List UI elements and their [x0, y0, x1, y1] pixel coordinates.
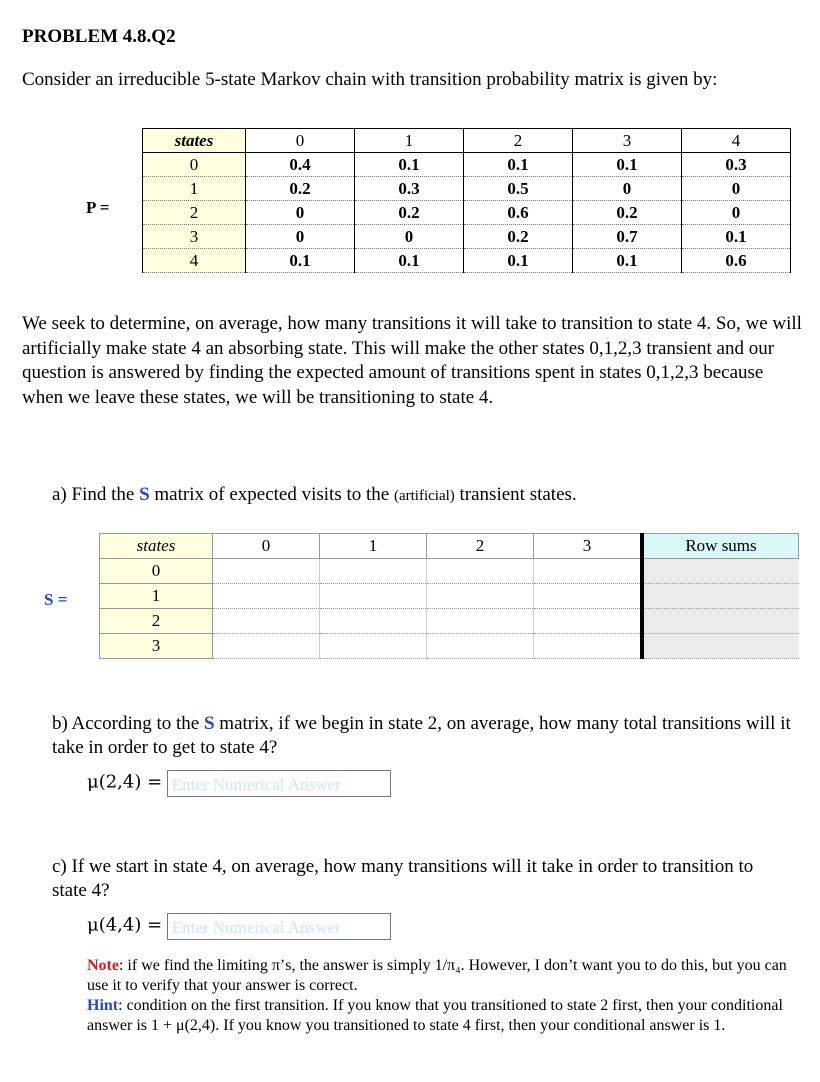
p-cell: 0.1 — [573, 249, 682, 273]
problem-title: PROBLEM 4.8.Q2 — [22, 26, 176, 47]
p-cell: 0.1 — [355, 153, 464, 177]
hint-text: : condition on the first transition. If you know that you transitioned to state 2 first, then your conditional answer is 1 + μ(2,4). If you know you transitioned to state 4 first, then your conditional answer is 1. — [87, 997, 783, 1034]
note-paragraph — [87, 956, 807, 996]
s-input-cell[interactable] — [534, 609, 643, 634]
p-cell: 0.2 — [464, 225, 573, 249]
s-input-cell[interactable] — [213, 634, 320, 659]
p-row-state: 0 — [143, 153, 246, 177]
mu-24-line — [87, 770, 391, 797]
notes-block — [87, 956, 807, 1036]
s-input-cell[interactable] — [320, 584, 427, 609]
s-col-header: 2 — [427, 534, 534, 559]
p-cell: 0.6 — [464, 201, 573, 225]
s-input-cell[interactable] — [534, 559, 643, 584]
part-b-prefix: b) According to the — [52, 713, 204, 734]
s-input-cell[interactable] — [320, 559, 427, 584]
mu-44-answer-input[interactable]: Enter Numerical Answer — [167, 913, 391, 940]
transition-matrix-table — [142, 128, 791, 273]
s-row-state: 2 — [100, 609, 213, 634]
s-corner-header: states — [100, 534, 213, 559]
part-c-question: c) If we start in state 4, on average, how many transitions will it take in order to transition to state 4? — [52, 856, 754, 901]
p-cell: 0.3 — [355, 177, 464, 201]
s-input-cell[interactable] — [427, 609, 534, 634]
s-input-cell[interactable] — [534, 584, 643, 609]
s-col-header: 0 — [213, 534, 320, 559]
table-row — [100, 584, 799, 609]
p-col-header: 3 — [573, 129, 682, 153]
p-cell: 0.1 — [464, 153, 573, 177]
p-cell: 0.1 — [573, 153, 682, 177]
s-input-cell[interactable] — [213, 559, 320, 584]
p-row-state: 1 — [143, 177, 246, 201]
p-cell: 0.1 — [355, 249, 464, 273]
p-cell: 0 — [573, 177, 682, 201]
table-row — [100, 609, 799, 634]
mu-44-label: μ(4,4) = — [87, 914, 163, 936]
p-cell: 0.7 — [573, 225, 682, 249]
p-cell: 0.2 — [573, 201, 682, 225]
s-input-cell[interactable] — [213, 609, 320, 634]
p-col-header: 1 — [355, 129, 464, 153]
s-row-state: 0 — [100, 559, 213, 584]
s-col-header: 1 — [320, 534, 427, 559]
note-label: Note — [87, 957, 119, 974]
row-sums-header: Row sums — [642, 534, 799, 559]
part-a-small: (artificial) — [393, 488, 455, 504]
table-row — [100, 634, 799, 659]
part-a-question — [52, 484, 577, 506]
table-row — [143, 225, 791, 249]
problem-explanation: We seek to determine, on average, how many transitions it will take to transition to state 4. So, we will artificially make state 4 an absorbing state. This will make the other states 0,1,2,3 transient and our question is answered by finding the expected amount of transitions spent in states 0,1,2,3 because when we leave these states, we will be transitioning to state 4. — [22, 313, 802, 408]
s-input-cell[interactable] — [320, 634, 427, 659]
p-cell: 0.1 — [246, 249, 355, 273]
intro-text: Consider an irreducible 5-state Markov chain with transition probability matrix is given by: — [22, 69, 718, 90]
mu-44-line — [87, 913, 391, 940]
p-col-header: 0 — [246, 129, 355, 153]
mu-24-answer-input[interactable]: Enter Numerical Answer — [167, 770, 391, 797]
s-input-cell[interactable] — [534, 634, 643, 659]
hint-label: Hint — [87, 997, 119, 1014]
p-corner-header: states — [143, 129, 246, 153]
p-cell: 0.2 — [355, 201, 464, 225]
mu-24-label: μ(2,4) = — [87, 771, 163, 793]
s-row-state: 3 — [100, 634, 213, 659]
p-row-state: 2 — [143, 201, 246, 225]
part-a-middle: matrix of expected visits to the — [149, 484, 394, 505]
s-col-header: 3 — [534, 534, 643, 559]
p-cell: 0.3 — [682, 153, 791, 177]
part-b-suffix: matrix, if we begin in state 2, on average, how many total transitions will it take in order to get to state 4? — [52, 713, 791, 758]
p-cell: 0.1 — [682, 225, 791, 249]
p-cell: 0.2 — [246, 177, 355, 201]
p-cell: 0.5 — [464, 177, 573, 201]
row-sum-cell — [642, 584, 799, 609]
p-cell: 0 — [682, 177, 791, 201]
s-symbol: S — [203, 713, 215, 734]
table-row — [100, 559, 799, 584]
table-row — [143, 177, 791, 201]
hint-paragraph — [87, 996, 807, 1036]
s-symbol: S — [139, 484, 150, 505]
s-input-cell[interactable] — [427, 634, 534, 659]
p-cell: 0 — [682, 201, 791, 225]
note-text: : if we find the limiting π’s, the answer is simply 1/π₄. However, I don’t want you to do this, but you can use it to verify that your answer is correct. — [87, 957, 787, 994]
p-cell: 0 — [246, 225, 355, 249]
p-row-state: 4 — [143, 249, 246, 273]
part-b-question — [52, 712, 792, 760]
p-col-header: 4 — [682, 129, 791, 153]
s-input-cell[interactable] — [320, 609, 427, 634]
row-sum-cell — [642, 634, 799, 659]
p-col-header: 2 — [464, 129, 573, 153]
s-input-cell[interactable] — [213, 584, 320, 609]
p-row-state: 3 — [143, 225, 246, 249]
s-input-cell[interactable] — [427, 584, 534, 609]
s-matrix-label: S = — [44, 590, 68, 609]
p-cell: 0 — [246, 201, 355, 225]
p-cell: 0.4 — [246, 153, 355, 177]
table-row — [143, 249, 791, 273]
p-matrix-label: P = — [86, 198, 110, 217]
part-a-suffix: transient states. — [454, 484, 577, 505]
p-cell: 0.1 — [464, 249, 573, 273]
table-row — [143, 153, 791, 177]
p-cell: 0.6 — [682, 249, 791, 273]
p-cell: 0 — [355, 225, 464, 249]
table-row — [143, 201, 791, 225]
s-input-cell[interactable] — [427, 559, 534, 584]
row-sum-cell — [642, 559, 799, 584]
part-a-prefix: a) Find the — [52, 484, 140, 505]
row-sum-cell — [642, 609, 799, 634]
s-matrix-table — [99, 533, 799, 659]
s-row-state: 1 — [100, 584, 213, 609]
